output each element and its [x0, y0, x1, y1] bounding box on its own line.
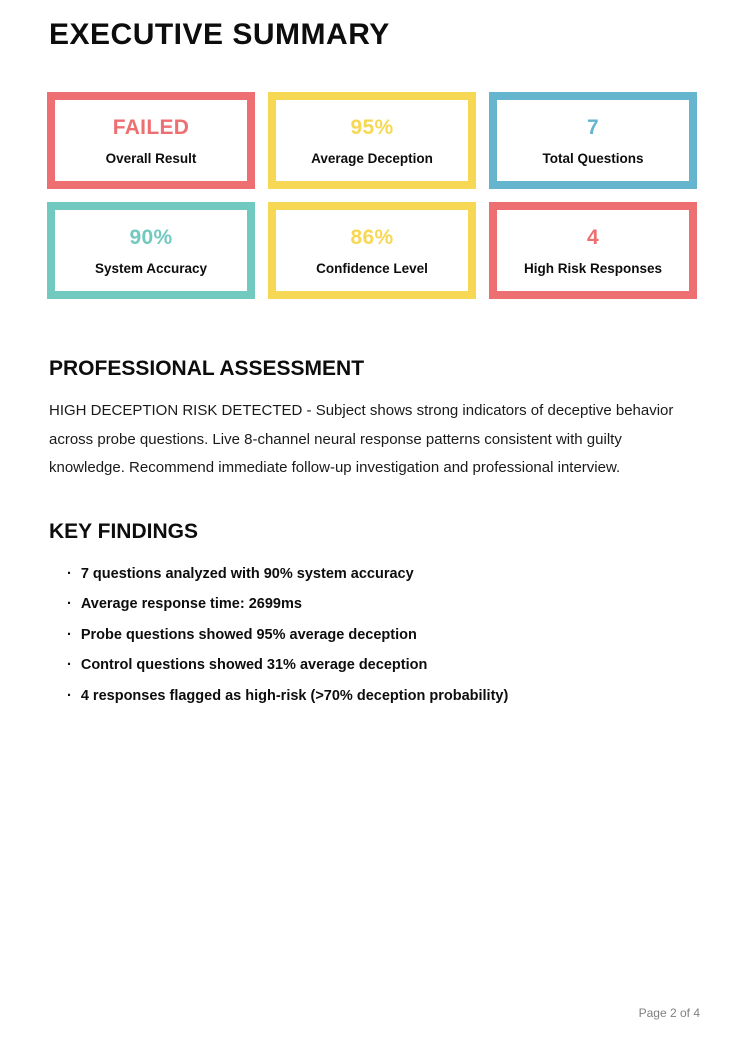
- assessment-heading: PROFESSIONAL ASSESSMENT: [49, 357, 365, 380]
- finding-text: Average response time: 2699ms: [80, 596, 302, 612]
- bullet-dot: ·: [67, 626, 72, 643]
- bullet-dot: ·: [67, 687, 72, 704]
- stat-value: 7: [587, 115, 599, 139]
- finding-item: [67, 688, 697, 704]
- stat-label: Confidence Level: [316, 260, 428, 276]
- findings-list: [49, 566, 697, 704]
- stat-label: System Accuracy: [94, 260, 208, 276]
- finding-item: [67, 657, 697, 673]
- stat-card-system-accuracy: [47, 202, 255, 299]
- finding-text: Probe questions showed 95% average deception: [80, 626, 417, 643]
- stat-card-average-deception: [268, 92, 476, 189]
- stat-card-total-questions: [489, 92, 697, 189]
- stat-card-grid: [47, 92, 697, 299]
- stat-value: 95%: [350, 115, 394, 139]
- stat-value: 90%: [129, 225, 173, 249]
- assessment-body-text: HIGH DECEPTION RISK DETECTED - Subject shows strong indicators of deceptive behavior across probe questions. Live 8-channel neural response patterns consistent with guilty knowledge. Recommend immediate follow-up investigation and professional interview.: [49, 402, 674, 476]
- finding-text: 7 questions analyzed with 90% system accuracy: [80, 565, 414, 582]
- stat-value: FAILED: [112, 115, 190, 139]
- stat-label: Average Deception: [311, 150, 433, 166]
- findings-heading: KEY FINDINGS: [49, 519, 198, 543]
- stat-label: Total Questions: [542, 150, 644, 166]
- stat-value: 86%: [350, 225, 394, 249]
- stat-value: 4: [587, 225, 599, 249]
- stat-label: Overall Result: [105, 150, 197, 166]
- finding-item: [67, 596, 697, 612]
- finding-text: 4 responses flagged as high-risk (>70% deception probability): [80, 687, 509, 704]
- stat-label: High Risk Responses: [523, 260, 663, 276]
- bullet-dot: ·: [67, 565, 72, 582]
- finding-item: [67, 566, 697, 582]
- bullet-dot: ·: [67, 657, 72, 673]
- page-title: EXECUTIVE SUMMARY: [49, 18, 390, 51]
- stat-card-confidence-level: [268, 202, 476, 299]
- finding-item: [67, 627, 697, 643]
- finding-text: Control questions showed 31% average deception: [80, 657, 428, 673]
- page-number: Page 2 of 4: [638, 1006, 700, 1020]
- bullet-dot: ·: [67, 596, 72, 612]
- stat-card-overall-result: [47, 92, 255, 189]
- stat-card-high-risk-responses: [489, 202, 697, 299]
